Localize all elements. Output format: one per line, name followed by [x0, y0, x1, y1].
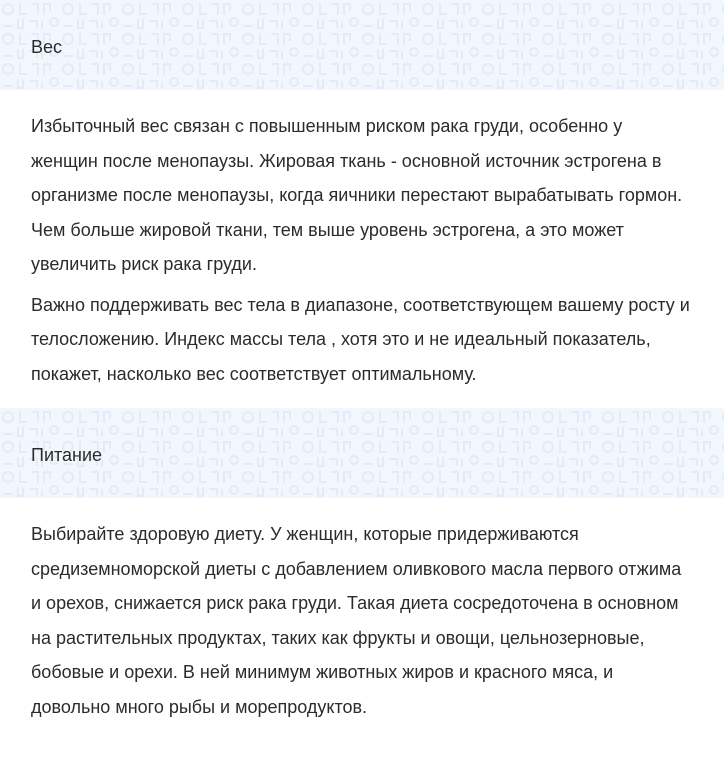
section-body-nutrition [0, 498, 724, 724]
decorative-pattern [0, 408, 724, 498]
section-header-nutrition [0, 408, 724, 498]
paragraph: Избыточный вес связан с повышенным риском рака груди, особенно у женщин после менопаузы. Жировая ткань - основной источник эстрогена в организме после менопаузы, когда яичники перестают вырабатывать гормон. Чем больше жировой ткани, тем выше уровень эстрогена, а это может увеличить риск рака груди. [31, 116, 683, 274]
decorative-pattern [0, 0, 724, 90]
section-title: Питание [31, 445, 103, 465]
section-title: Вес [31, 37, 63, 57]
section-header-weight [0, 0, 724, 90]
paragraph: Важно поддерживать вес тела в диапазоне, соответствующем вашему росту и телосложению. Индекс массы тела , хотя это и не идеальный показатель, покажет, насколько вес соответствует оптимальному. [31, 294, 690, 384]
section-body-weight [0, 90, 724, 408]
paragraph: Выбирайте здоровую диету. У женщин, которые придерживаются средиземноморской диеты с добавлением оливкового масла первого отжима и орехов, снижается риск рака груди. Такая диета сосредоточена в основном на растительных продуктах, таких как фрукты и овощи, цельнозерновые, бобовые и орехи. В ней минимум животных жиров и красного мяса, и довольно много рыбы и морепродуктов. [31, 524, 682, 717]
